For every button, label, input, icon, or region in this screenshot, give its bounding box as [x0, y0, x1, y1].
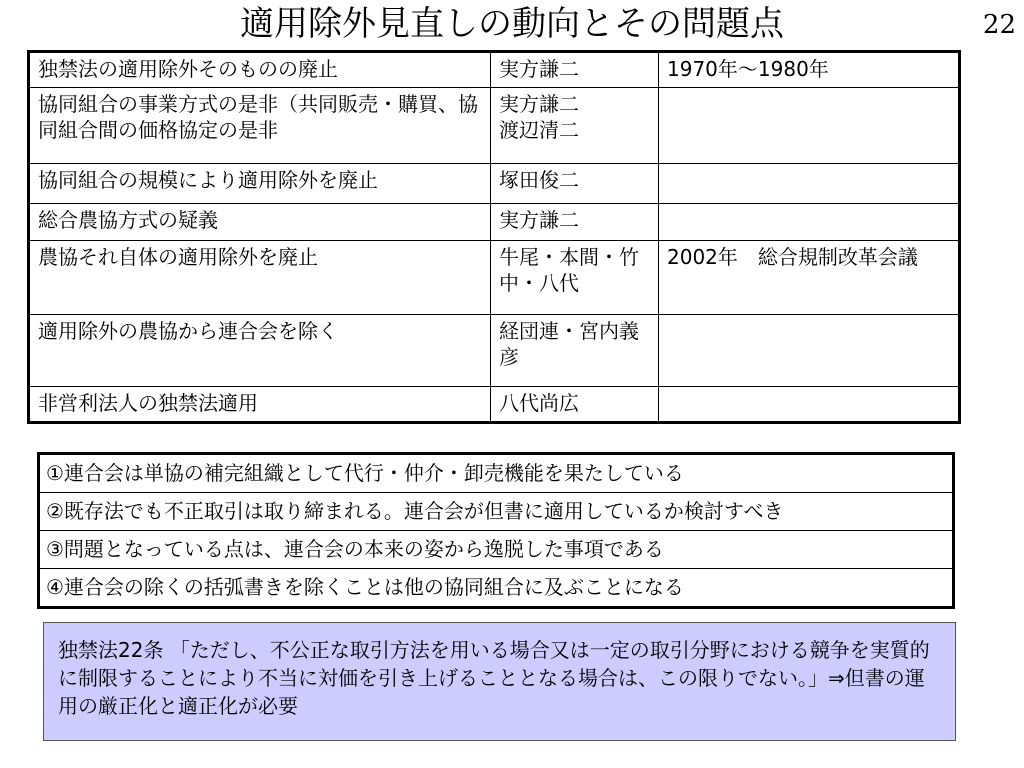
issue-cell: 非営利法人の独禁法適用: [29, 387, 491, 423]
proponent-cell: 実方謙二 渡辺清二: [491, 88, 659, 164]
slide-title: 適用除外見直しの動向とその問題点: [240, 4, 784, 44]
article-22-note: 独禁法22条 「ただし、不公正な取引方法を用いる場合又は一定の取引分野における競争を実質的に制限することにより不当に対価を引き上げることとなる場合は、この限りでない。」⇒但書の運用の厳正化と適正化が必要: [43, 622, 956, 741]
table-row: [29, 88, 960, 164]
table-row: [29, 387, 960, 423]
issue-cell: 独禁法の適用除外そのものの廃止: [29, 52, 491, 88]
table-row: [29, 164, 960, 204]
proponent-cell: 実方謙二: [491, 204, 659, 241]
table-row: [29, 204, 960, 241]
list-item: ②既存法でも不正取引は取り締まれる。連合会が但書に適用しているか検討すべき: [40, 493, 952, 531]
issue-cell: 農協それ自体の適用除外を廃止: [29, 241, 491, 315]
review-trends-table: [27, 50, 961, 424]
page-number: 22: [982, 10, 1016, 40]
list-item: ①連合会は単協の補完組織として代行・仲介・卸売機能を果たしている: [40, 455, 952, 493]
note-cell: [659, 387, 960, 423]
list-item: ③問題となっている点は、連合会の本来の姿から逸脱した事項である: [40, 531, 952, 569]
issue-cell: 協同組合の規模により適用除外を廃止: [29, 164, 491, 204]
issues-list: [37, 452, 955, 609]
note-cell: 2002年 総合規制改革会議: [659, 241, 960, 315]
note-cell: 1970年～1980年: [659, 52, 960, 88]
issue-cell: 総合農協方式の疑義: [29, 204, 491, 241]
note-cell: [659, 204, 960, 241]
note-cell: [659, 164, 960, 204]
issue-cell: 協同組合の事業方式の是非（共同販売・購買、協同組合間の価格協定の是非: [29, 88, 491, 164]
note-cell: [659, 315, 960, 387]
note-cell: [659, 88, 960, 164]
proponent-cell: 実方謙二: [491, 52, 659, 88]
issue-cell: 適用除外の農協から連合会を除く: [29, 315, 491, 387]
table-row: [29, 315, 960, 387]
proponent-cell: 牛尾・本間・竹中・八代: [491, 241, 659, 315]
table-row: [29, 241, 960, 315]
proponent-cell: 塚田俊二: [491, 164, 659, 204]
table-row: [29, 52, 960, 88]
proponent-cell: 経団連・宮内義彦: [491, 315, 659, 387]
list-item: ④連合会の除くの括弧書きを除くことは他の協同組合に及ぶことになる: [46, 575, 684, 599]
proponent-cell: 八代尚広: [491, 387, 659, 423]
